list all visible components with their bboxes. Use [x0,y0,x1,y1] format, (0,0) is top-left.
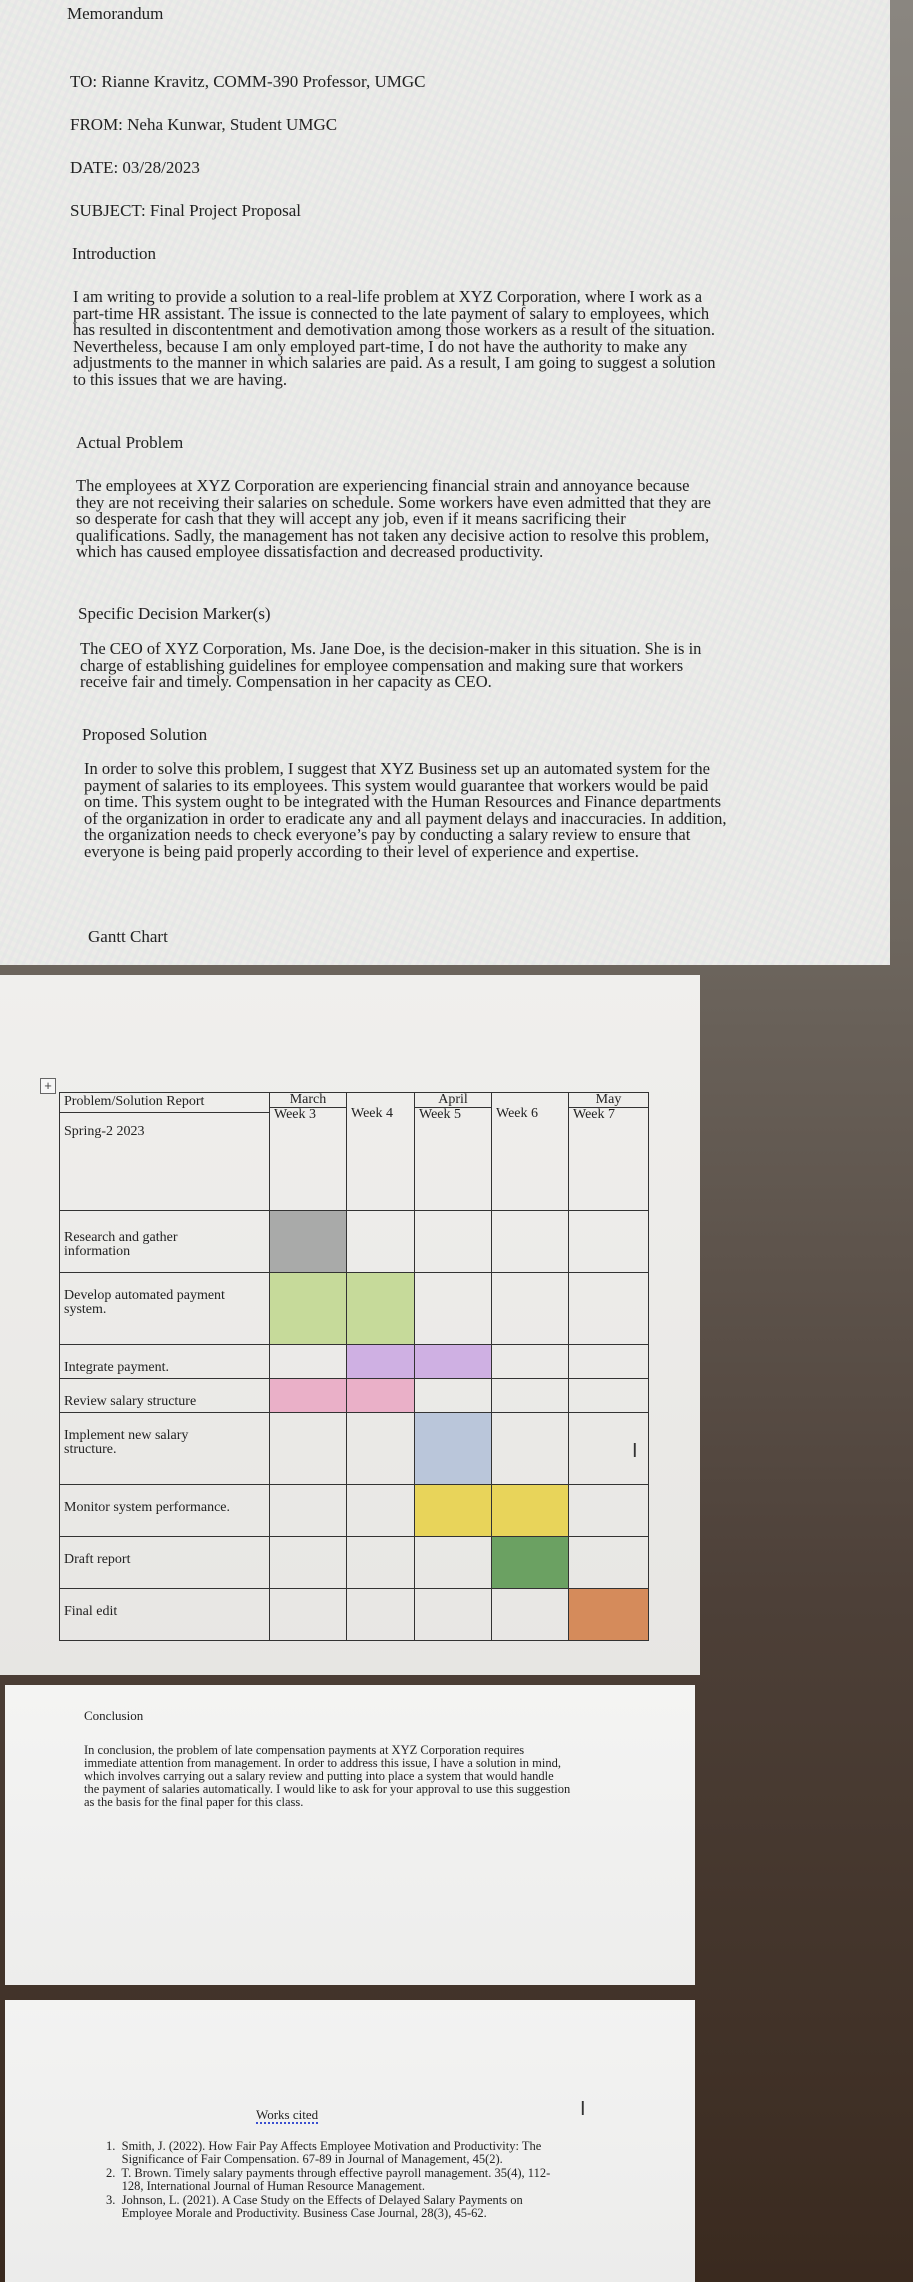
gantt-task-row [60,1413,649,1485]
gantt-cell-week-7[interactable] [569,1273,649,1345]
decision-heading: Specific Decision Marker(s) [78,604,271,623]
conclusion-line: the payment of salaries automatically. I would like to ask for your approval to use this suggestion [84,1782,571,1796]
citation-line: Employee Morale and Productivity. Business Case Journal, 28(3), 45-62. [106,2206,487,2220]
gantt-task-label-cell[interactable] [60,1589,270,1641]
problem-line: they are not receiving their salaries on schedule. Some workers have even admitted that they are [76,492,712,512]
gantt-cell-week-5[interactable] [415,1589,492,1641]
gantt-cell-week-6[interactable] [492,1273,569,1345]
introduction-line: adjustments to the manner in which salaries are paid. As a result, I am going to suggest a solution [73,353,716,372]
gantt-task-label-cell[interactable] [60,1413,270,1485]
gantt-task-label-cell[interactable] [60,1379,270,1413]
works-cited-list [106,2140,550,2221]
gantt-task-label: Implement new salary [64,1428,189,1443]
citation-line: Significance of Fair Compensation. 67-89 in Journal of Management, 45(2). [106,2152,503,2166]
gantt-week-label: Week 5 [419,1107,462,1122]
gantt-cell-week-6[interactable] [492,1589,569,1641]
problem-paragraph [76,478,711,561]
text-cursor-icon-2: I [580,2098,586,2120]
gantt-cell-week-3[interactable] [270,1537,347,1589]
introduction-heading: Introduction [72,244,157,263]
conclusion-paragraph [84,1744,570,1809]
introduction-paragraph [73,289,715,388]
solution-line: everyone is being paid properly according to their level of experience and expertise. [84,841,639,861]
gantt-cell-week-5[interactable] [415,1379,492,1413]
gantt-cell-week-4[interactable] [347,1211,415,1273]
gantt-bar-week-5[interactable] [415,1345,492,1379]
gantt-task-label: Review salary structure [64,1394,197,1409]
introduction-line: to this issues that we are having. [73,369,288,389]
gantt-cell-week-7[interactable] [569,1537,649,1589]
conclusion-line: as the basis for the final paper for this class. [84,1795,304,1809]
gantt-cell-week-4[interactable] [347,1485,415,1537]
gantt-cell-week-7[interactable] [569,1379,649,1413]
gantt-task-row [60,1345,649,1379]
gantt-task-label: Final edit [64,1604,118,1619]
gantt-cell-week-6[interactable] [492,1413,569,1485]
conclusion-heading: Conclusion [84,1708,144,1723]
introduction-line: Nevertheless, because I am only employed part-time, I do not have the authority to make any [73,336,688,356]
gantt-task-label: Draft report [64,1552,131,1567]
gantt-bar-week-5[interactable] [415,1485,492,1537]
gantt-month-label: May [569,1093,648,1108]
gantt-week-label: Week 6 [496,1106,539,1121]
gantt-bar-week-3[interactable] [270,1211,347,1273]
solution-line: In order to solve this problem, I suggest that XYZ Business set up an automated system for the [84,759,710,778]
problem-line: so desperate for cash that they will accept any job, even if it means sacrificing their [76,509,626,528]
citation-entry [106,2140,550,2166]
citation-entry [106,2194,550,2220]
gantt-task-label: Develop automated payment [64,1288,225,1303]
gantt-task-label: information [64,1244,131,1259]
gantt-cell-week-5[interactable] [415,1537,492,1589]
problem-line: The employees at XYZ Corporation are experiencing financial strain and annoyance because [76,476,690,495]
decision-line: receive fair and timely. Compensation in her capacity as CEO. [80,672,492,691]
gantt-task-row [60,1537,649,1589]
memo-heading: Memorandum [67,4,164,23]
solution-heading: Proposed Solution [82,725,208,744]
gantt-bar-week-7[interactable] [569,1589,649,1641]
memo-date: DATE: 03/28/2023 [70,158,200,177]
citation-entry [106,2167,550,2193]
introduction-line: has resulted in discontentment and demotivation among those workers as a result of the situation. [73,320,715,339]
solution-line: the organization needs to check everyone’s pay by conducting a salary review to ensure that [84,825,691,844]
gantt-month-spacer [492,1093,568,1107]
decision-paragraph [80,641,701,691]
text-cursor-icon: I [632,1440,638,1462]
citation-line: 128, International Journal of Human Resource Management. [106,2179,426,2193]
gantt-month-spacer [347,1093,414,1107]
conclusion-page [5,1685,695,1985]
decision-line: The CEO of XYZ Corporation, Ms. Jane Doe, is the decision-maker in this situation. She is in [80,639,702,658]
solution-line: payment of salaries to its employees. This system would guarantee that workers would be paid [84,775,709,795]
gantt-task-label-cell[interactable] [60,1537,270,1589]
decision-line: charge of establishing guidelines for employee compensation and making sure that workers [80,655,684,675]
gantt-cell-week-6[interactable] [492,1211,569,1273]
gantt-week-label: Week 3 [274,1107,317,1122]
gantt-bar-week-4[interactable] [347,1345,415,1379]
gantt-week-header-5[interactable] [569,1093,649,1211]
gantt-week-header-2[interactable] [347,1093,415,1211]
gantt-task-row [60,1211,649,1273]
gantt-week-header-1[interactable] [270,1093,347,1211]
table-move-handle-icon[interactable]: + [40,1078,56,1094]
gantt-cell-week-3[interactable] [270,1589,347,1641]
gantt-task-label-cell[interactable] [60,1485,270,1537]
gantt-week-label: Week 4 [351,1106,394,1121]
citation-line: 3. Johnson, L. (2021). A Case Study on the Effects of Delayed Salary Payments on [106,2193,523,2207]
gantt-week-header-4[interactable] [492,1093,569,1211]
gantt-bar-week-4[interactable] [347,1379,415,1413]
introduction-line: part-time HR assistant. The issue is connected to the late payment of salary to employees, which [73,303,710,323]
gantt-task-label: Research and gather [64,1230,178,1245]
problem-heading: Actual Problem [76,433,184,452]
gantt-task-label-cell[interactable] [60,1345,270,1379]
gantt-bar-week-3[interactable] [270,1273,347,1345]
gantt-cell-week-4[interactable] [347,1589,415,1641]
gantt-header-row [60,1093,649,1211]
gantt-cell-week-6[interactable] [492,1345,569,1379]
gantt-heading: Gantt Chart [88,927,168,946]
gantt-task-label: structure. [64,1442,117,1457]
gantt-cell-week-3[interactable] [270,1345,347,1379]
gantt-cell-week-5[interactable] [415,1211,492,1273]
gantt-task-label-cell[interactable] [60,1273,270,1345]
gantt-cell-week-3[interactable] [270,1485,347,1537]
citation-line: 1. Smith, J. (2022). How Fair Pay Affects Employee Motivation and Productivity: The [106,2139,542,2153]
gantt-cell-week-4[interactable] [347,1413,415,1485]
gantt-cell-week-7[interactable] [569,1485,649,1537]
gantt-task-row [60,1485,649,1537]
gantt-task-row [60,1379,649,1413]
gantt-table [59,1092,649,1641]
memo-subject: SUBJECT: Final Project Proposal [70,201,302,220]
gantt-month-label: March [270,1093,346,1108]
memo-from: FROM: Neha Kunwar, Student UMGC [70,115,338,134]
gantt-week-label: Week 7 [573,1107,616,1122]
conclusion-line: immediate attention from management. In order to address this issue, I have a solution in mind, [84,1756,561,1770]
citation-line: 2. T. Brown. Timely salary payments through effective payroll management. 35(4), 112- [106,2166,551,2180]
solution-line: on time. This system ought to be integrated with the Human Resources and Finance departments [84,792,722,811]
gantt-task-label: Monitor system performance. [64,1500,231,1515]
gantt-cell-week-6[interactable] [492,1379,569,1413]
gantt-task-label: system. [64,1302,107,1317]
gantt-title: Problem/Solution Report [60,1093,269,1113]
solution-line: of the organization in order to eradicate any and all payment delays and inaccuracies. In addition, [84,808,727,828]
conclusion-line: In conclusion, the problem of late compensation payments at XYZ Corporation requires [84,1743,525,1757]
gantt-cell-week-7[interactable] [569,1345,649,1379]
gantt-bar-week-6[interactable] [492,1537,569,1589]
gantt-week-header-3[interactable] [415,1093,492,1211]
gantt-cell-week-4[interactable] [347,1537,415,1589]
solution-paragraph [84,761,727,860]
works-cited-heading: Works cited [256,2107,319,2122]
gantt-task-row [60,1589,649,1641]
conclusion-line: which involves carrying out a salary review and putting into place a system that would handle [84,1769,554,1783]
gantt-cell-week-5[interactable] [415,1273,492,1345]
problem-line: which has caused employee dissatisfaction and decreased productivity. [76,542,544,561]
gantt-bar-week-4[interactable] [347,1273,415,1345]
gantt-cell-week-7[interactable] [569,1211,649,1273]
problem-line: qualifications. Sadly, the management has not taken any decisive action to resolve this problem, [76,525,710,545]
gantt-bar-week-5[interactable] [415,1413,492,1485]
gantt-bar-week-6[interactable] [492,1485,569,1537]
gantt-task-row [60,1273,649,1345]
gantt-month-label: April [415,1093,491,1108]
gantt-term: Spring-2 2023 [64,1124,145,1139]
introduction-line: I am writing to provide a solution to a real-life problem at XYZ Corporation, where I work as a [73,287,703,306]
gantt-title-cell[interactable] [60,1093,270,1211]
memo-to: TO: Rianne Kravitz, COMM-390 Professor, UMGC [70,72,426,91]
gantt-cell-week-3[interactable] [270,1413,347,1485]
gantt-bar-week-3[interactable] [270,1379,347,1413]
gantt-task-label-cell[interactable] [60,1211,270,1273]
gantt-task-label: Integrate payment. [64,1360,169,1375]
